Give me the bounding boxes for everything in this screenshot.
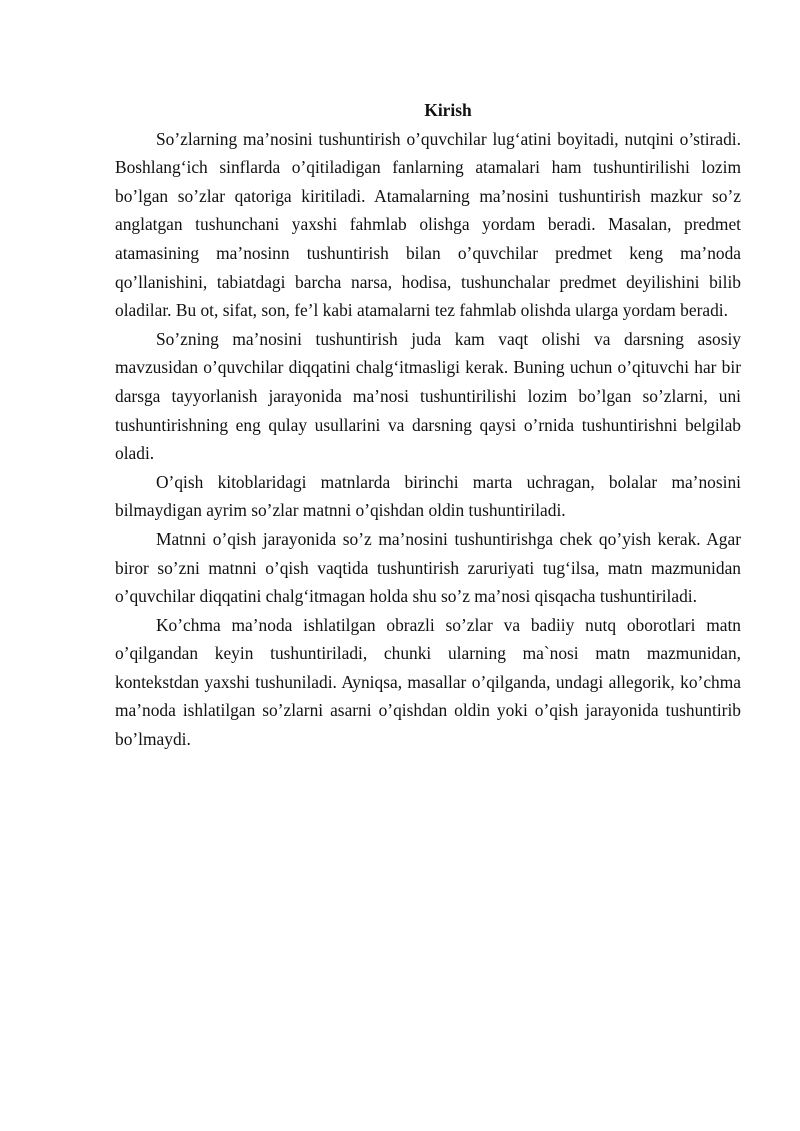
paragraph-5: Ko’chma ma’noda ishlatilgan obrazli so’zlar va badiiy nutq oborotlari matn o’qilgandan keyin tushuntiriladi, chunki ularning ma`nosi matn mazmunidan, kontekstdan yaxshi tushuniladi. Ayniqsa, masallar o’qilganda, undagi allegorik, ko’chma ma’noda ishlatilgan so’zlarni asarni o’qishdan oldin yoki o’qish jarayonida tushuntirib bo’lmaydi.: [115, 614, 741, 750]
paragraph-2: So’zning ma’nosini tushuntirish juda kam vaqt olishi va darsning asosiy mavzusidan o’quvchilar diqqatini chalg‘itmasligi kerak. Buning uchun o’qituvchi har bir darsga tayyorlanish jarayonida ma’nosi tushuntirilishi lozim bo’lgan so’zlarni, uni tushuntirishning eng qulay usullarini va darsning qaysi o’rnida tushuntirishni belgilab oladi.: [115, 328, 741, 464]
paragraph-4: Matnni o’qish jarayonida so’z ma’nosini tushuntirishga chek qo’yish kerak. Agar biror so’zni matnni o’qish vaqtida tushuntirish zaruriyati tug‘ilsa, matn mazmunidan o’quvchilar diqqatini chalg‘itmagan holda shu so’z ma’nosi qisqacha tushuntiriladi.: [115, 528, 741, 607]
paragraph-1: So’zlarning ma’nosini tushuntirish o’quvchilar lug‘atini boyitadi, nutqini o’stiradi. Boshlang‘ich sinflarda o’qitiladigan fanlarning atamalari ham tushuntirilishi lozim bo’lgan so’zlar qatoriga kiritiladi. Atamalarning ma’nosini tushuntirish mazkur so’z anglatgan tushunchani yaxshi fahmlab olishga yordam beradi. Masalan, predmet atamasining ma’nosinn tushuntirish bilan o’quvchilar predmet keng ma’noda qo’llanishini, tabiatdagi barcha narsa, hodisa, tushunchalar predmet deyilishini bilib oladilar. Bu ot, sifat, son, fe’l kabi atamalarni tez fahmlab olishda ularga yordam beradi.: [115, 128, 741, 321]
document-title: Kirish: [424, 100, 472, 120]
paragraph-3: O’qish kitoblaridagi matnlarda birinchi marta uchragan, bolalar ma’nosini bilmaydigan ayrim so’zlar matnni o’qishdan oldin tushuntiriladi.: [115, 471, 741, 521]
document-body: [115, 96, 741, 754]
